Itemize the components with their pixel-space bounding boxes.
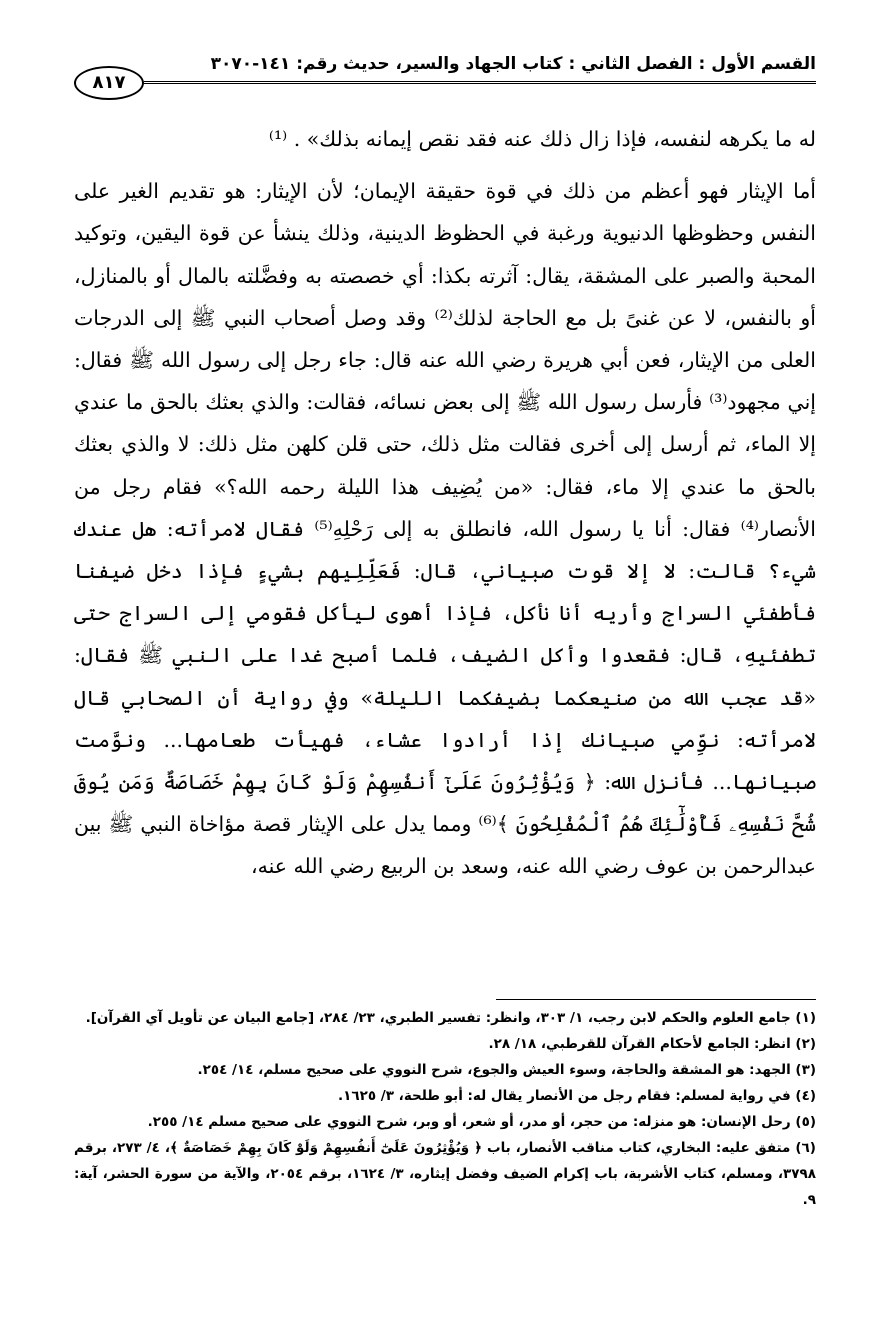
footnote-6: (٦) متفق عليه: البخاري، كتاب مناقب الأنصار، باب ﴿ وَيُؤْثِرُونَ عَلَىٰٓ أَنفُسِهِمْ وَلَوْ كَانَ بِهِمْ خَصَاصَةٌ ﴾، ٤/ ٢٧٣، برقم ٣٧٩٨، ومسلم، كتاب الأشربة، باب إكرام الضيف وفضل إيثاره، ٣/ ١٦٢٤، برقم ٢٠٥٤، والآية من سورة الحشر، آية: ٩. [74, 1140, 817, 1208]
running-title: القسم الأول : الفصل الثاني : كتاب الجهاد والسير، حديث رقم: ١٤١-٣٠٧٠ [210, 54, 816, 74]
footnote-5: (٥) رحل الإنسان: هو منزله: من حجر، أو مدر، أو شعر، أو وبر، شرح النووي على صحيح مسلم ١٤/ ٢٥٥. [147, 1114, 816, 1130]
footnote-1: (١) جامع العلوم والحكم لابن رجب، ١/ ٣٠٣، وانظر: تفسير الطبري، ٢٣/ ٢٨٤، [جامع البيان عن تأويل آي القرآن]. [85, 1010, 816, 1026]
paragraph: أما الإيثار فهو أعظم من ذلك في قوة حقيقة الإيمان؛ لأن الإيثار: هو تقديم الغير على النفس وحظوظها الدنيوية ورغبة في الحظوظ الدينية، وذلك ينشأ عن قوة اليقين، وتوكيد المحبة والصبر على المشقة، يقال: آثرته بكذا: أي خصصته به وفضَّلته بالمال أو بالمنازل، أو بالنفس، لا عن غنىً بل مع الحاجة لذلك⁽²⁾ وقد وصل أصحاب النبي ﷺ إلى الدرجات العلى من الإيثار، فعن أبي هريرة رضي الله عنه قال: جاء رجل إلى رسول الله ﷺ فقال: إني مجهود⁽³⁾ فأرسل رسول الله ﷺ إلى بعض نسائه، فقالت: والذي بعثك بالحق ما عندي إلا الماء، ثم أرسل إلى أخرى فقالت مثل ذلك، حتى قلن كلهن مثل ذلك: لا والذي بعثك بالحق ما عندي إلا ماء، فقال: «من يُضِيف هذا الليلة رحمه الله؟» فقام رجل من الأنصار⁽⁴⁾ فقال: أنا يا رسول الله، فانطلق به إلى رَحْلِهِ⁽⁵⁾ فقال لامرأته: هل عندك شيء؟ قالت: لا إلا قوت صبياني، قال: فَعَلِّلِيهم بشيءٍ فإذا دخل ضيفنا فأطفئي السراج وأريه أنا نأكل، فإذا أهوى ليأكل فقومي إلى السراج حتى تطفئيهِ، قال: فقعدوا وأكل الضيف، فلما أصبح غدا على النبي ﷺ فقال: «قد عجب الله من صنيعكما بضيفكما الليلة» وفي رواية أن الصحابي قال لامرأته: نوِّمي صبيانك إذا أرادوا عشاء، فهيأت طعامها... ونوَّمت صبيانها... فأنزل الله: ﴿ وَيُؤْثِرُونَ عَلَىٰٓ أَنفُسِهِمْ وَلَوْ كَانَ بِهِمْ خَصَاصَةٌ وَمَن يُوقَ شُحَّ نَفْسِهِۦ فَأُوْلَٰٓئِكَ هُمُ ٱلْمُفْلِحُونَ ﴾⁽⁶⁾ ومما يدل على الإيثار قصة مؤاخاة النبي ﷺ بين عبدالرحمن بن عوف رضي الله عنه، وسعد بن الربيع رضي الله عنه، [74, 179, 816, 879]
main-text [74, 118, 816, 888]
footnote-2: (٢) انظر: الجامع لأحكام القرآن للقرطبي، ١٨/ ٢٨. [488, 1036, 816, 1052]
page-header [74, 54, 816, 92]
footnote-3: (٣) الجهد: هو المشقة والحاجة، وسوء العيش والجوع، شرح النووي على صحيح مسلم، ١٤/ ٢٥٤. [197, 1062, 816, 1078]
footnote-separator [496, 999, 816, 1000]
paragraph: له ما يكرهه لنفسه، فإذا زال ذلك عنه فقد نقص إيمانه بذلك» . ⁽¹⁾ [268, 127, 816, 151]
header-rule [144, 81, 816, 86]
footnotes [74, 1005, 816, 1213]
footnote-4: (٤) في رواية لمسلم: فقام رجل من الأنصار يقال له: أبو طلحة، ٣/ ١٦٢٥. [337, 1088, 816, 1104]
page-number: ٨١٧ [74, 66, 144, 100]
